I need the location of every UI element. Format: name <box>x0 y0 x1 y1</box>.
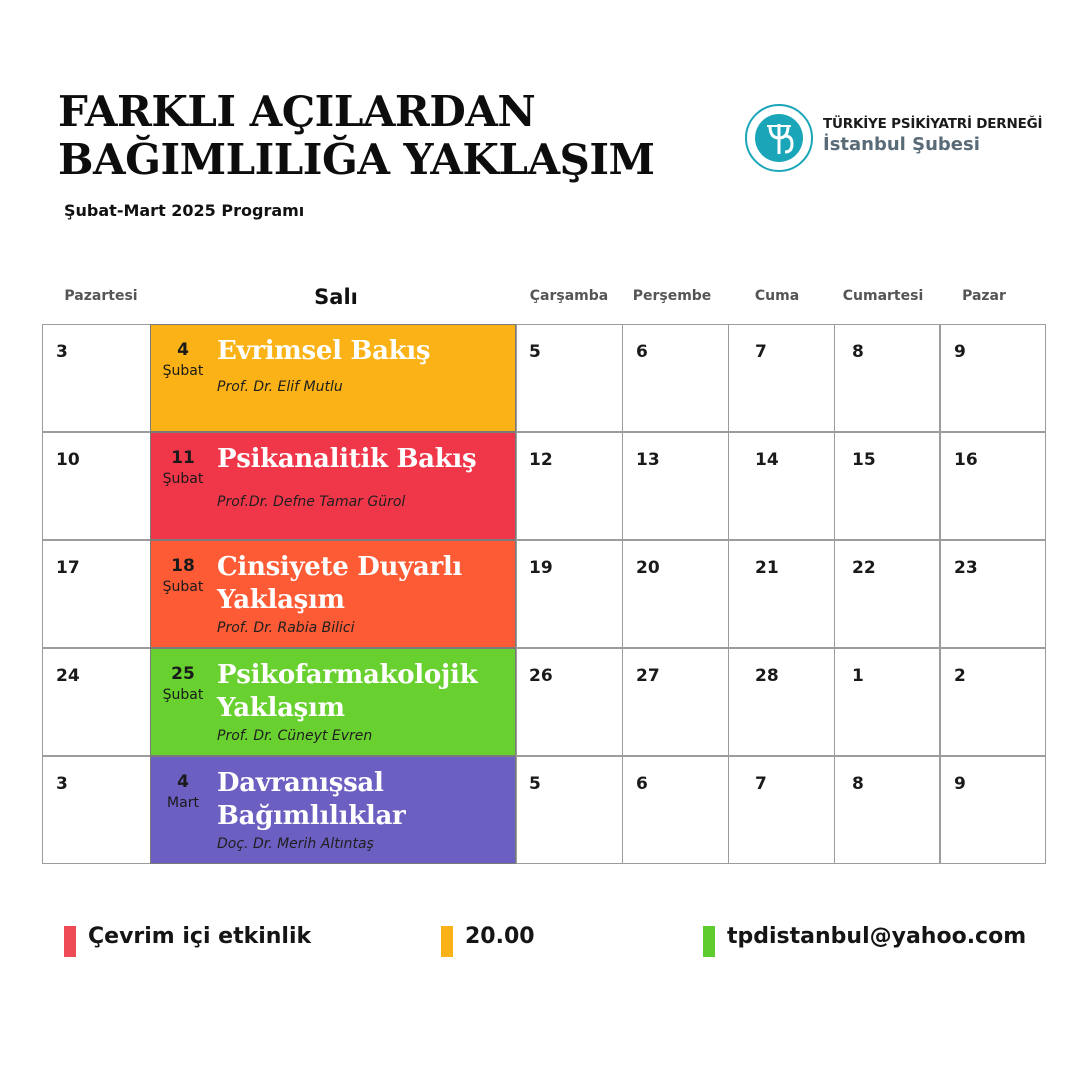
day-cell <box>728 324 835 432</box>
day-cell <box>939 324 1046 432</box>
calendar-week-row <box>42 756 1046 864</box>
event-month: Şubat <box>162 687 204 703</box>
event-day-number: 4 <box>177 772 189 792</box>
day-header-sunday: Pazar <box>962 288 1006 304</box>
calendar-week-row <box>42 648 1046 756</box>
day-cell <box>516 432 623 540</box>
day-cell <box>42 648 151 756</box>
title-line-2: BAĞIMLILIĞA YAKLAŞIM <box>58 135 655 184</box>
day-header-monday: Pazartesi <box>64 288 138 304</box>
event-speaker: Prof.Dr. Defne Tamar Gürol <box>217 494 406 510</box>
day-number: 7 <box>755 774 767 794</box>
program-subtitle: Şubat-Mart 2025 Programı <box>64 201 305 220</box>
day-cell <box>622 540 729 648</box>
legend-label: Çevrim içi etkinlik <box>88 924 312 949</box>
day-header-tuesday: Salı <box>314 285 358 309</box>
day-cell <box>42 432 151 540</box>
day-cell <box>728 756 835 864</box>
day-number: 20 <box>636 558 660 578</box>
day-cell <box>42 324 151 432</box>
day-number: 10 <box>56 450 80 470</box>
day-cell <box>622 324 729 432</box>
day-number: 5 <box>529 774 541 794</box>
day-cell <box>834 540 941 648</box>
day-number: 3 <box>56 342 68 362</box>
event-title: Psikanalitik Bakış <box>217 444 477 474</box>
day-number: 19 <box>529 558 553 578</box>
calendar-week-row <box>42 324 1046 432</box>
day-number: 23 <box>954 558 978 578</box>
event-title: Davranışsal Bağımlılıklar <box>217 768 406 831</box>
day-number: 6 <box>636 342 648 362</box>
day-number: 13 <box>636 450 660 470</box>
day-cell <box>939 432 1046 540</box>
day-number: 17 <box>56 558 80 578</box>
title-line-1: FARKLI AÇILARDAN <box>58 87 536 136</box>
day-cell <box>622 648 729 756</box>
legend-label: tpdistanbul@yahoo.com <box>727 924 1027 949</box>
event-cell <box>150 540 516 648</box>
event-cell <box>150 648 516 756</box>
event-title: Psikofarmakolojik Yaklaşım <box>217 660 478 723</box>
day-cell <box>939 540 1046 648</box>
event-cell <box>150 324 516 432</box>
day-number: 28 <box>755 666 779 686</box>
day-number: 15 <box>852 450 876 470</box>
event-title: Evrimsel Bakış <box>217 336 431 366</box>
day-cell <box>42 756 151 864</box>
day-number: 14 <box>755 450 779 470</box>
logo-branch: İstanbul Şubesi <box>823 134 980 155</box>
calendar-grid <box>42 324 1046 864</box>
day-cell <box>728 540 835 648</box>
event-title: Cinsiyete Duyarlı Yaklaşım <box>217 552 462 615</box>
day-number: 2 <box>954 666 966 686</box>
day-number: 12 <box>529 450 553 470</box>
page-title <box>58 88 655 184</box>
day-header-wednesday: Çarşamba <box>529 288 609 304</box>
tpd-emblem-icon <box>745 104 813 172</box>
day-header-saturday: Cumartesi <box>842 288 924 304</box>
day-number: 16 <box>954 450 978 470</box>
event-month: Şubat <box>162 579 204 595</box>
legend-color-swatch <box>703 926 715 957</box>
logo-title: TÜRKİYE PSİKİYATRİ DERNEĞİ <box>823 116 1043 132</box>
day-number: 9 <box>954 342 966 362</box>
day-cell <box>939 648 1046 756</box>
day-cell <box>834 648 941 756</box>
day-cell <box>516 324 623 432</box>
event-speaker: Prof. Dr. Cüneyt Evren <box>217 728 373 744</box>
day-cell <box>42 540 151 648</box>
calendar-week-row <box>42 432 1046 540</box>
day-header-friday: Cuma <box>754 288 800 304</box>
day-number: 5 <box>529 342 541 362</box>
event-day-number: 18 <box>171 556 195 576</box>
day-cell <box>728 648 835 756</box>
day-number: 22 <box>852 558 876 578</box>
day-cell <box>622 756 729 864</box>
day-number: 27 <box>636 666 660 686</box>
day-number: 8 <box>852 342 864 362</box>
event-month: Mart <box>167 795 199 811</box>
day-number: 9 <box>954 774 966 794</box>
event-speaker: Prof. Dr. Elif Mutlu <box>217 379 343 395</box>
event-month: Şubat <box>162 471 204 487</box>
event-speaker: Prof. Dr. Rabia Bilici <box>217 620 355 636</box>
day-cell <box>516 540 623 648</box>
day-header-thursday: Perşembe <box>632 288 712 304</box>
day-cell <box>622 432 729 540</box>
event-day-number: 25 <box>171 664 195 684</box>
day-number: 8 <box>852 774 864 794</box>
day-number: 21 <box>755 558 779 578</box>
day-cell <box>834 324 941 432</box>
day-number: 7 <box>755 342 767 362</box>
day-cell <box>834 432 941 540</box>
event-speaker: Doç. Dr. Merih Altıntaş <box>217 836 374 852</box>
day-cell <box>516 648 623 756</box>
day-number: 24 <box>56 666 80 686</box>
day-cell <box>939 756 1046 864</box>
event-cell <box>150 432 516 540</box>
event-cell <box>150 756 516 864</box>
legend-label: 20.00 <box>465 924 535 949</box>
day-cell <box>834 756 941 864</box>
event-day-number: 11 <box>171 448 195 468</box>
calendar-week-row <box>42 540 1046 648</box>
event-day-number: 4 <box>177 340 189 360</box>
day-number: 1 <box>852 666 864 686</box>
day-cell <box>728 432 835 540</box>
day-number: 6 <box>636 774 648 794</box>
day-number: 3 <box>56 774 68 794</box>
legend-color-swatch <box>64 926 76 957</box>
day-cell <box>516 756 623 864</box>
day-number: 26 <box>529 666 553 686</box>
event-month: Şubat <box>162 363 204 379</box>
legend-color-swatch <box>441 926 453 957</box>
association-logo <box>743 102 1043 174</box>
